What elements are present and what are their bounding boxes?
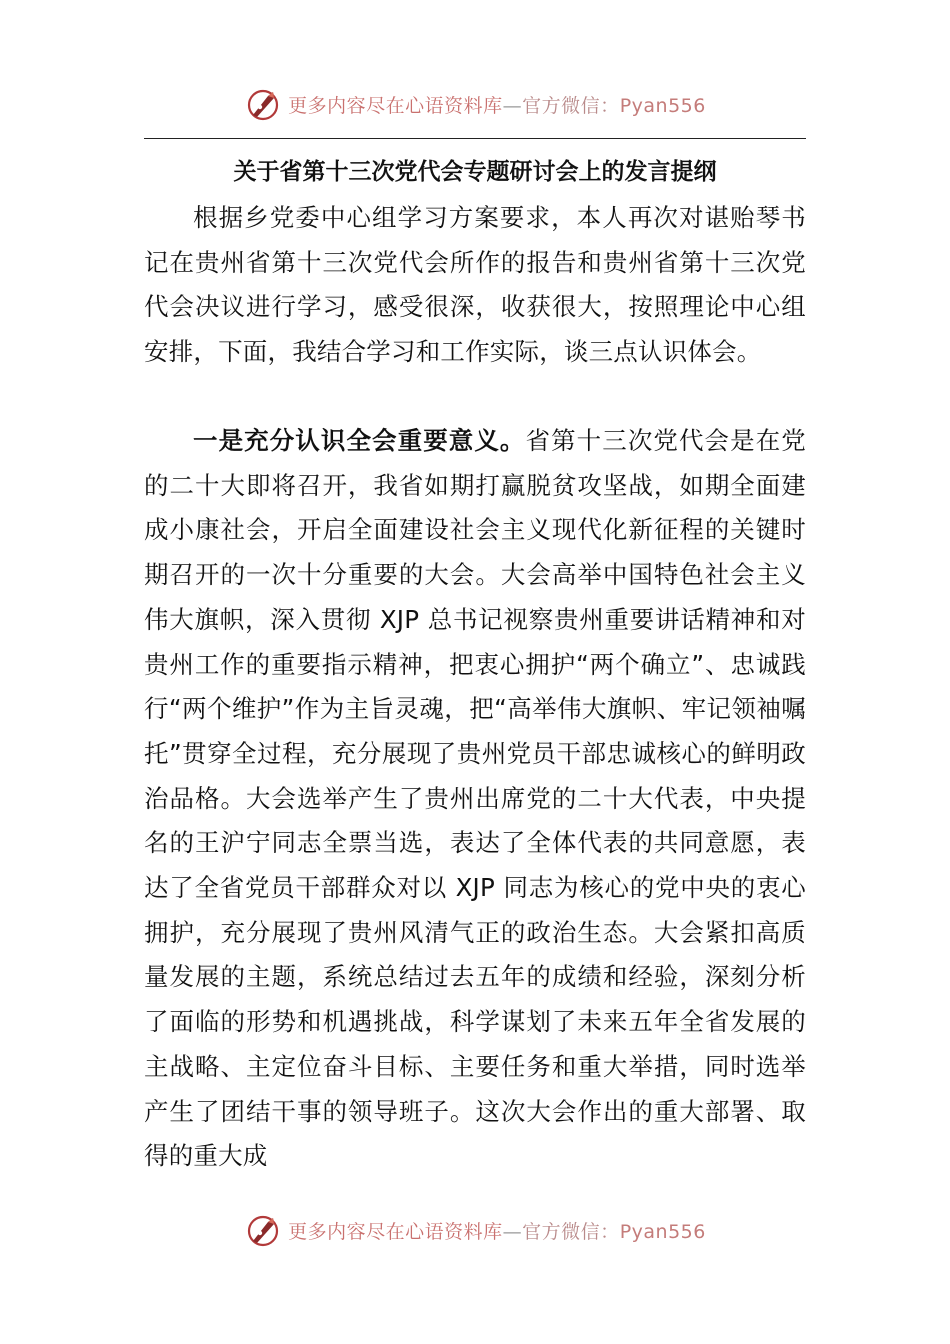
- page-title: 关于省第十三次党代会专题研讨会上的发言提纲: [233, 159, 717, 185]
- pen-nib-circle-icon: [244, 84, 284, 124]
- watermark-wechat-label: 官方微信：: [522, 1220, 620, 1243]
- watermark-text: [288, 91, 706, 118]
- pen-nib-circle-icon: [244, 1210, 284, 1250]
- footer-watermark: [0, 1208, 950, 1252]
- paragraph-body: 省第十三次党代会是在党的二十大即将召开，我省如期打赢脱贫攻坚战，如期全面建成小康社会，开启全面建设社会主义现代化新征程的关键时期召开的一次十分重要的大会。大会高举中国特色社会主义伟大旗帜，深入贯彻 XJP 总书记视察贵州重要讲话精神和对贵州工作的重要指示精神，把衷心拥护“两个确立”、忠诚践行“两个维护”作为主旨灵魂，把“高举伟大旗帜、牢记领袖嘱托”贯穿全过程，充分展现了贵州党员干部忠诚核心的鲜明政治品格。大会选举产生了贵州出席党的二十大代表，中央提名的王沪宁同志全票当选，表达了全体代表的共同意愿，表达了全省党员干部群众对以 XJP 同志为核心的党中央的衷心拥护，充分展现了贵州风清气正的政治生态。大会紧扣高质量发展的主题，系统总结过去五年的成绩和经验，深刻分析了面临的形势和机遇挑战，科学谋划了未来五年全省发展的主战略、主定位奋斗目标、主要任务和重大举措，同时选举产生了团结干事的领导班子。这次大会作出的重大部署、取得的重大成: [144, 426, 806, 1171]
- watermark-brand: 更多内容尽在心语资料库: [288, 1220, 503, 1243]
- paragraph-point-one: [144, 419, 806, 1179]
- header-watermark: [0, 82, 950, 126]
- watermark-separator: —: [502, 94, 523, 117]
- watermark-brand: 更多内容尽在心语资料库: [288, 94, 503, 117]
- watermark-text: [288, 1217, 706, 1244]
- header-divider: [144, 138, 806, 139]
- watermark-wechat-id: Pyan556: [619, 1220, 706, 1243]
- paragraph-intro: 根据乡党委中心组学习方案要求，本人再次对谌贻琴书记在贵州省第十三次党代会所作的报告和贵州省第十三次党代会决议进行学习，感受很深，收获很大，按照理论中心组安排，下面，我结合学习和工作实际，谈三点认识体会。: [144, 203, 806, 367]
- watermark-wechat-id: Pyan556: [619, 94, 706, 117]
- watermark-wechat-label: 官方微信：: [522, 94, 620, 117]
- paragraph-lead: 一是充分认识全会重要意义。: [193, 426, 526, 455]
- watermark-separator: —: [502, 1220, 523, 1243]
